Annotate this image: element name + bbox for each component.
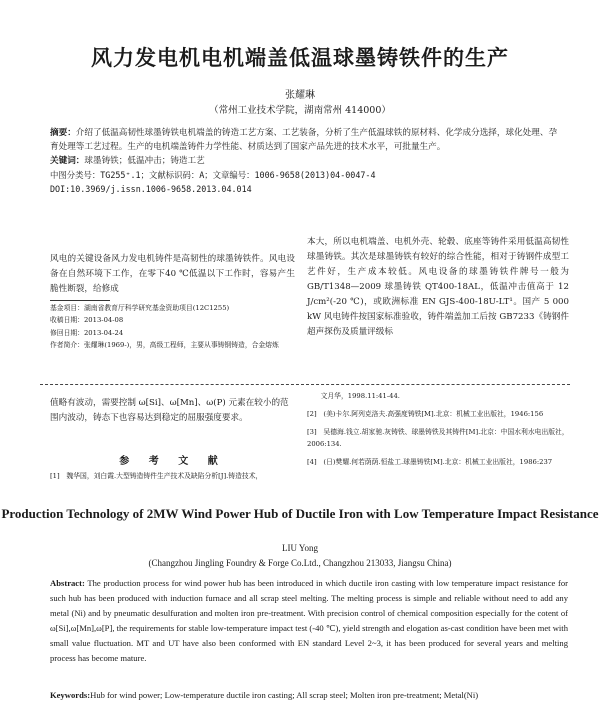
body-right-column: 本大，所以电机端盖、电机外壳、轮毂、底座等铸件采用低温高韧性球墨铸铁。其次是球墨铸铁有较好的综合性能，相对于铸钢件成型工艺件好，生产成本较低。风电设备的球墨铸铁件牌号一般为 GB/T1348—2009 球墨铸铁 QT400-18AL，低温冲击值高于 12 J/cm²(-20 ℃)，或欧洲标准 EN GJS-400-18U-LT¹。国产 5 000 kW 风电铸件按国家标准验收，铸件端盖加工后按 GB7233《铸钢件超声探伤及质量评级标 bbox=[307, 237, 569, 337]
abstract-chinese bbox=[50, 126, 565, 154]
keywords-english-label: Keywords: bbox=[50, 690, 91, 700]
references-heading: 参 考 文 献 bbox=[119, 456, 226, 467]
author-chinese: 张耀琳 bbox=[285, 90, 315, 101]
references-right bbox=[307, 390, 569, 474]
abstract-block-chinese bbox=[50, 126, 565, 196]
footnote-revised: 修回日期：2013-04-24 bbox=[50, 328, 124, 337]
footnotes bbox=[50, 302, 295, 352]
footnote-author: 作者简介：张耀琳(1969-)，男，高级工程师，主要从事铸钢铸造，合金熔炼 bbox=[50, 341, 279, 350]
affiliation-chinese: （常州工业技术学院，湖南常州 414000） bbox=[209, 105, 391, 116]
abstract-english-text: The production process for wind power hub has been introduced in which ductile iron casting with low temperature impact resistance for such hub has been produced with induction furnace and all scrap steel melting. The melting process is simple and reliable without need to add any metal (Ni) and by pneumatic desulfuration and molten iron pre-treatment. With precision control of chemical composition especially for the cotent of ω[Si],ω[Mn],ω[P], the requirements for stable low-temperature impact test (-40 ℃), yield strength and elogation as-cast condition have been met with small value fluctuation. MT and UT have also been conformed with EN standard Level 2~3, it has been produced for several years and melting process has become mature. bbox=[50, 578, 568, 663]
classification-line: 中图分类号：TG255⁺.1；文献标识码：A；文章编号：1006-9658(2013)04-0047-4 bbox=[50, 170, 376, 180]
reference-item: [1] 魏华国，刘白霞.大型铸造铸件生产技术及缺陷分析[J].铸造技术， bbox=[50, 472, 263, 480]
affiliation-english: (Changzhou Jingling Foundry & Forge Co.Ltd., Changzhou 213033, Jiangsu China) bbox=[148, 558, 452, 568]
body-left-column: 风电的关键设备风力发电机铸件是高韧性的球墨铸铁件。风电设备在自然环境下工作，在零下40 ℃低温以下工作时，容易产生脆性断裂，给修成 bbox=[50, 254, 295, 294]
title-english: Production Technology of 2MW Wind Power Hub of Ductile Iron with Low Temperature Impact Resistance bbox=[1, 506, 599, 521]
reference-item: [2] (美)卡尔.阿列克洛夫.高强度铸铁[M].北京：机械工业出版社，1946:156 bbox=[307, 410, 544, 418]
keywords-text: 球墨铸铁；低温冲击；铸造工艺 bbox=[84, 156, 205, 166]
keywords-english-text: Hub for wind power; Low-temperature ductile iron casting; All scrap steel; Molten iron pre-treatment; Metal(Ni) bbox=[90, 690, 479, 700]
title-chinese: 风力发电机电机端盖低温球墨铸铁件的生产 bbox=[91, 46, 509, 70]
abstract-english bbox=[50, 576, 568, 666]
page-divider bbox=[40, 384, 570, 385]
author-english: LIU Yong bbox=[281, 543, 318, 553]
keywords-label: 关键词： bbox=[50, 156, 85, 166]
abstract-text: 介绍了低温高韧性球墨铸铁电机端盖的铸造工艺方案、工艺装备，分析了生产低温球铁的原材料、化学成分选择，球化处理、孕育处理等工艺过程。生产的电机端盖铸件力学性能、材质达到了国家产品先进的技术水平，可批量生产。 bbox=[50, 128, 558, 152]
doi-line: DOI:10.3969/j.issn.1006-9658.2013.04.014 bbox=[50, 184, 252, 194]
abstract-english-label: Abstract: bbox=[50, 578, 85, 588]
reference-item: [4] (日)樊耀.何若荫荫.恒盐工.球墨铸铁[M].北京：机械工业出版社，1986:237 bbox=[307, 458, 553, 466]
keywords-english bbox=[50, 688, 568, 702]
reference-item: [3] 吴德海.钱立.胡家驰.灰铸铁、球墨铸铁及其铸件[M].北京：中国水利水电出版社，2006:134. bbox=[307, 428, 569, 448]
keywords-chinese bbox=[50, 154, 565, 168]
reference-item: 文月华，1998.11:41-44. bbox=[307, 392, 400, 400]
body-left-column-continued: 值略有波动，需要控制 ω[Si]、ω[Mn]、ω(P) 元素在较小的范围内波动，铸态下也容易达到稳定的屈服强度要求。 bbox=[50, 398, 289, 423]
footnote-rule bbox=[50, 300, 110, 301]
abstract-label: 摘要： bbox=[50, 128, 76, 138]
footnote-received: 收稿日期：2013-04-08 bbox=[50, 316, 124, 325]
footnote-fund: 基金项目：湖南省教育厅科学研究基金资助项目(12C1255) bbox=[50, 304, 230, 312]
